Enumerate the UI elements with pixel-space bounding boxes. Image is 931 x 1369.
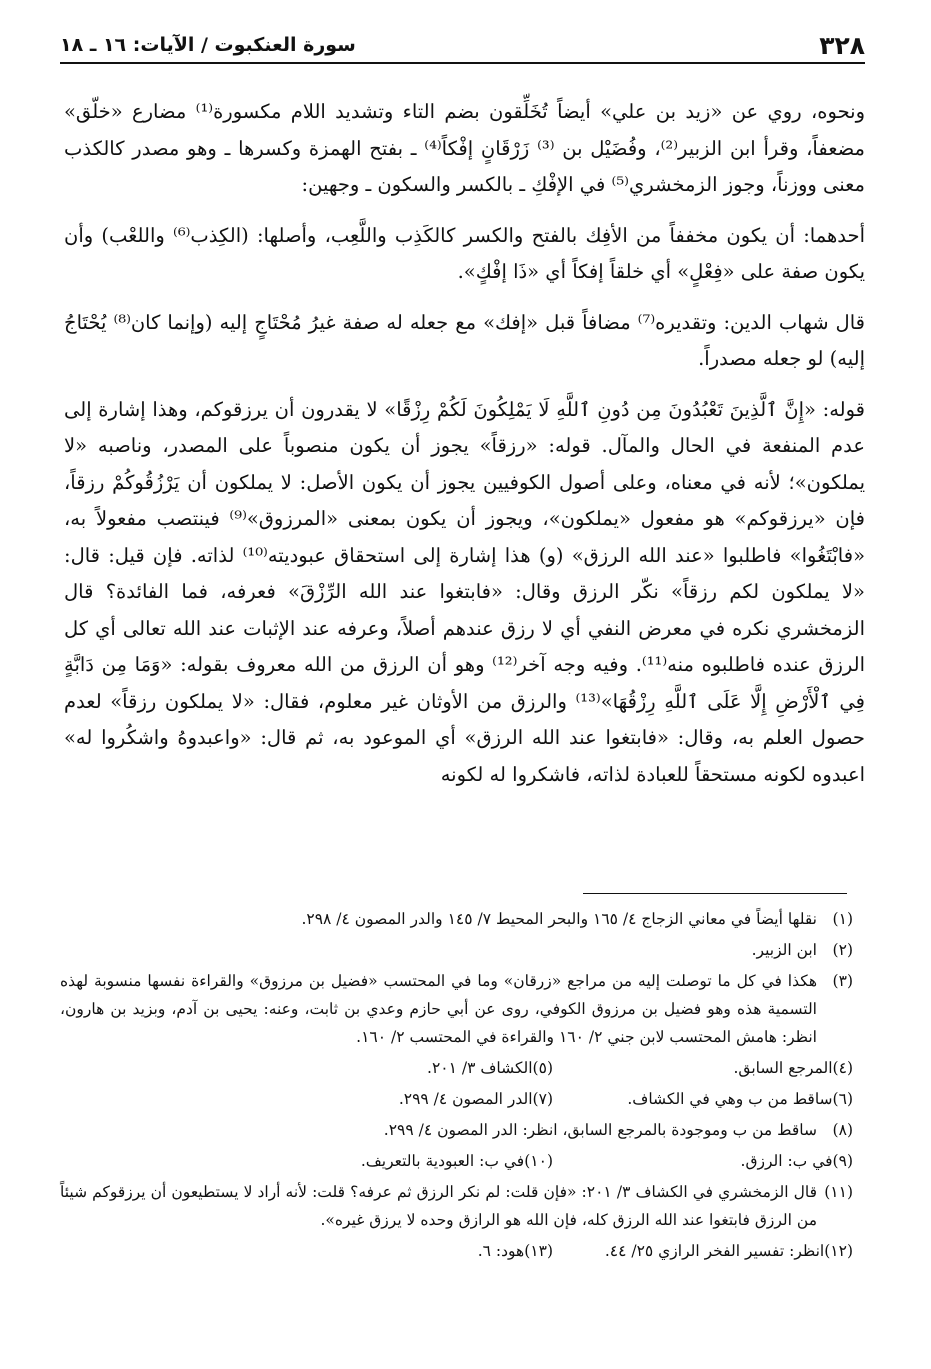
footnote [60,967,853,1051]
footnote-row [60,1147,853,1175]
main-text [64,94,865,793]
footnote-text: ساقط من ب وهي في الكشاف. [627,1090,833,1108]
footnote-text: انظر: تفسير الفخر الرازي ٢٥/ ٤٤. [604,1242,825,1260]
footnote [553,1147,853,1175]
footnote-text: ابن الزبير. [751,941,817,959]
footnote-text: في ب: الرزق. [740,1152,833,1170]
footnote-row [60,1237,853,1265]
paragraph: قوله: «إِنَّ ٱلَّذِينَ تَعْبُدُونَ مِن دُونِ ٱللَّهِ لَا يَمْلِكُونَ لَكُمْ رِزْقًا» لا يقدرون أن يرزقوكم، وهذا إشارة إلى عدم المنفعة في الحال والمآل. قوله: «رزقاً» يجوز أن يكون منصوباً على المصدر، وناصبه «لا يملكون»؛ لأنه في معناه، وعلى أصول الكوفيين يجوز أن يكون الأصل: لا يملكون أن يَرْزُقُوكُمْ رزقاً، فإن «يرزقوكم» هو مفعول «يملكون»، ويجوز أن يكون بمعنى «المرزوق»⁽⁹⁾ فينتصب مفعولاً به، «فابْتَغُوا» فاطلبوا «عند الله الرزق» (و) هذا إشارة إلى استحقاق عبوديته⁽¹⁰⁾ لذاته. فإن قيل: قال: «لا يملكون لكم رزقاً» نكّر الرزق وقال: «فابتغوا عند الله الرِّزْقَ» فعرفه، فما الفائدة؟ قال الزمخشري نكره في معرض النفي أي لا رزق عندهم أصلاً، وعرفه عند الإثبات عند الله تعالى أي كل الرزق عنده فاطلبوه منه⁽¹¹⁾. وفيه وجه آخر⁽¹²⁾ وهو أن الرزق من الله معروف بقوله: «وَمَا مِن دَابَّةٍ فِي ٱلْأَرْضِ إِلَّا عَلَى ٱللَّهِ رِزْقُهَا»⁽¹³⁾ والرزق من الأوثان غير معلوم، فقال: «لا يملكون رزقاً» لعدم حصول العلم به، وقال: «فابتغوا عند الله الرزق» أي الموعود به، ثم قال: «واعبدوهُ واشكُروا له» اعبدوه لكونه مستحقاً للعبادة لذاته، فاشكروا له لكونه [64,397,866,786]
footnote-text: في ب: العبودية بالتعريف. [360,1152,525,1170]
footnote [478,1237,553,1265]
footnote-number: (٨) [832,1121,853,1139]
footnote-number: (١) [832,910,853,928]
footnote-number: (٩) [832,1152,853,1170]
footnote-number: (١٠) [524,1152,553,1170]
footnote-number: (١١) [824,1183,853,1201]
footnote [60,1178,853,1234]
paragraph: أحدهما: أن يكون مخففاً من الأفِك بالفتح والكسر كالكَذِب واللَّعِب، وأصلها: (الكِذب⁽⁶⁾ واللعْب) وأن يكون صفة على «فِعْلٍ» أي خلقاً إفكاً أي «ذَا إفْكٍ». [64,223,865,283]
footnote-number: (٢) [832,941,853,959]
footnote [60,1116,853,1144]
footnotes [60,905,853,1268]
footnote-row [60,1085,853,1113]
footnote [427,1054,553,1082]
paragraph: ونحوه، روي عن «زيد بن علي» أيضاً تُخَلِّقون بضم التاء وتشديد اللام مكسورة⁽¹⁾ مضارع «خلّق» مضعفاً، وقرأ ابن الزبير⁽²⁾، وفُضَيْل بن ⁽³⁾ زَرْقَانٍ إفْكاً⁽⁴⁾ ـ بفتح الهمزة وكسرها ـ وهو مصدر كالكذب معنى ووزناً، وجوز الزمخشري⁽⁵⁾ في الإفْكِ ـ بالكسر والسكون ـ وجهين: [64,100,865,196]
footnote-text: الدر المصون ٤/ ٢٩٩. [398,1090,533,1108]
footnote [553,1237,853,1265]
footnote-row [60,1054,853,1082]
footnote-text: الكشاف ٣/ ٢٠١. [427,1059,533,1077]
footnote [60,905,853,933]
footnote-number: (٦) [832,1090,853,1108]
footnote-number: (٤) [832,1059,853,1077]
page-header [60,28,865,64]
footnote-divider [583,893,847,894]
footnote [60,936,853,964]
footnote-text: نقلها أيضاً في معاني الزجاج ٤/ ١٦٥ والبحر المحيط ٧/ ١٤٥ والدر المصون ٤/ ٢٩٨. [301,910,817,928]
footnote [399,1085,553,1113]
footnote [553,1054,853,1082]
footnote-text: هكذا في كل ما توصلت إليه من مراجع «زرقان» وما في المحتسب «فضيل بن مرزوق» والقراءة نفسها منسوبة لهذه التسمية هذه وهو فضيل بن مرزوق الكوفي، روى عن أبي حازم وعدي بن ثابت، وعنه: يحيى بن آدم، وبزيد بن هارون، انظر: هامش المحتسب لابن جني ٢/ ١٦٠ والقراءة في المحتسب ٢/ ١٦٠. [60,972,817,1046]
footnote-number: (١٢) [824,1242,853,1260]
footnote-number: (١٣) [524,1242,553,1260]
footnote [361,1147,553,1175]
footnote-text: المرجع السابق. [733,1059,833,1077]
footnote-text: هود: ٦. [477,1242,525,1260]
footnote-number: (٣) [832,972,853,990]
footnote-number: (٥) [532,1059,553,1077]
page-number: ٣٢٨ [819,30,865,60]
footnote-text: ساقط من ب وموجودة بالمرجع السابق، انظر: الدر المصون ٤/ ٢٩٩. [383,1121,817,1139]
footnote [553,1085,853,1113]
footnote-number: (٧) [532,1090,553,1108]
footnote-text: قال الزمخشري في الكشاف ٣/ ٢٠١: «فإن قلت: لم نكر الرزق ثم عرفه؟ قلت: لأنه أراد لا يستطيعون أن يرزقوكم شيئاً من الرزق فابتغوا عند الله الرزق كله، فإن الله هو الرازق وحده لا يرزق غيره». [60,1183,818,1229]
running-title: سورة العنكبوت / الآيات: ١٦ ـ ١٨ [60,34,356,56]
paragraph: قال شهاب الدين: وتقديره⁽⁷⁾ مضافاً قبل «إفك» مع جعله له صفة غيرُ مُحْتَاجٍ إليه (وإنما كان⁽⁸⁾ يُحْتَاجُ إليه) لو جعله مصدراً. [64,310,865,370]
